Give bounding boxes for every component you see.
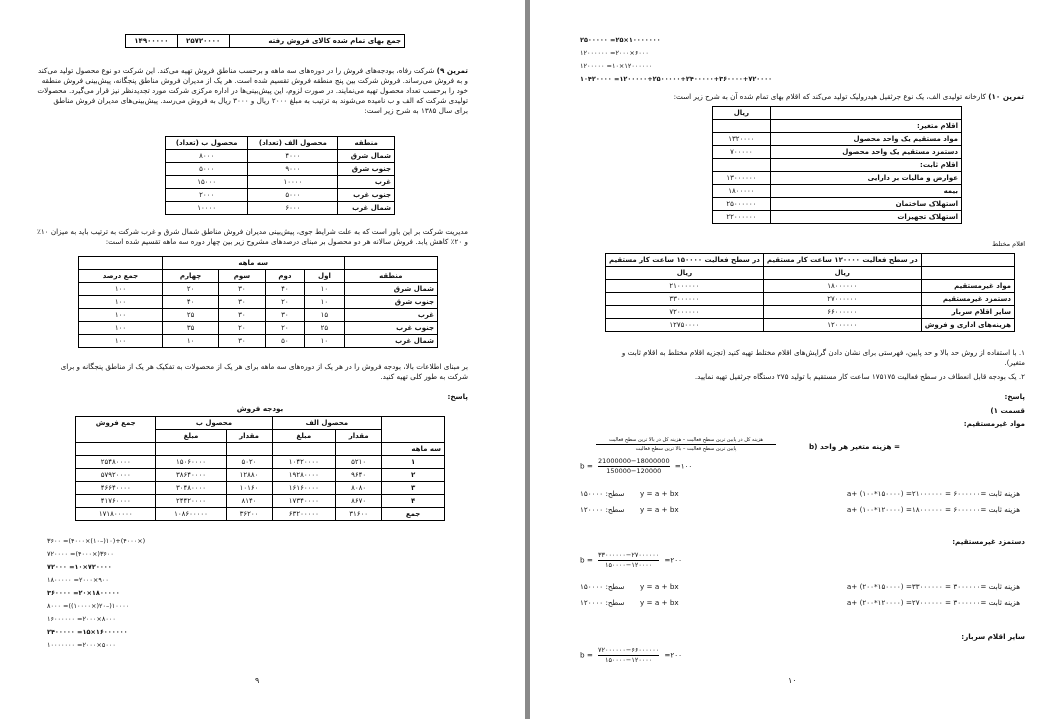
region-cell: شمال شرق: [344, 283, 437, 296]
table-row: [166, 202, 395, 215]
region-cell: شمال شرق: [338, 150, 395, 163]
item-cell: سایر اقلام سربار: [921, 306, 1014, 319]
b-formula-2: b = ۳۳۰۰۰۰۰۰−۲۷۰۰۰۰۰۰ ۱۵۰۰۰۰−۱۲۰۰۰۰ =۲۰۰: [580, 551, 682, 569]
pct-cell: ۳۵: [162, 322, 218, 335]
pct-cell: ۵۰: [265, 335, 305, 348]
calc-line: ۱۲۰۰۰۰۰ =۱۰×۱۲۰۰۰۰۰۰: [580, 62, 653, 70]
blank-cell: [76, 443, 156, 456]
table-row: [76, 508, 445, 521]
table-row: [606, 319, 1015, 332]
currency-header: ریال: [763, 267, 921, 280]
value-cell: ۱۷۳۴۰۰۰۰: [272, 495, 336, 508]
table-row: [713, 146, 962, 159]
table-row: [79, 296, 438, 309]
value-cell: ۶۶۰۰۰۰۰۰: [763, 306, 921, 319]
budget-title: بودجه فروش: [236, 404, 284, 413]
quarter-pct-table: [78, 256, 438, 348]
exercise9-line: خود را برحسب تعداد محصول تهیه می‌نمایند. در صورت لزوم، این پیش‌بینی‌ها در اداره مرکزی شرکت مورد تجدیدنظر نیز قرار می‌گیرد. محصولات: [37, 86, 468, 95]
value-cell: ۳۶۲۰۰: [226, 508, 272, 521]
para2-line: مدیریت شرکت بر این باور است که به علت شرایط جوی، پیش‌بینی مدیران فروش مناطق شمال شرق و غرب شرکت به ترتیب باید به میزان ۱۰٪: [36, 227, 468, 236]
value-cell: ۵۰۲۰: [226, 456, 272, 469]
blank-cell: [272, 443, 336, 456]
exercise10-text: [610, 92, 1024, 102]
equation: y = a + bx: [640, 505, 679, 514]
calc-line: ۲۵۰۰۰۰۰ =۲۵×۱۰۰۰۰۰۰۰: [580, 36, 661, 44]
cogs-value-1: ۲۵۷۲۰۰۰۰: [177, 35, 229, 48]
table-row: [166, 189, 395, 202]
qty-header: مقدار: [226, 430, 272, 443]
pct-header: دوم: [265, 270, 305, 283]
cogs-value-2: ۱۴۹۰۰۰۰۰: [126, 35, 178, 48]
item-cell: عوارض و مالیات بر دارایی: [770, 172, 961, 185]
pct-cell: ۱۵: [305, 309, 344, 322]
blank-cell: [344, 257, 437, 270]
currency-header: ریال: [713, 107, 771, 120]
calc-line: ۱۰۰۰۰۰۰۰ =۲۰۰۰×۵۰۰۰: [47, 641, 116, 649]
calc-line: ۱۰۴۲۰۰۰۰ =۱۲۰۰۰۰۰+۲۵۰۰۰۰۰+۲۴۰۰۰۰۰+۳۶۰۰۰۰+۷۲۰۰۰۰: [580, 75, 773, 83]
pct-cell: ۳۰: [219, 296, 265, 309]
value-cell: ۱۷۱۸۰۰۰۰۰: [76, 508, 156, 521]
table-row: [76, 495, 445, 508]
blank-cell: [921, 254, 1014, 267]
forecast-header: محصول ب (تعداد): [166, 137, 248, 150]
variable-cost-fraction: [596, 436, 776, 453]
table-row: [713, 198, 962, 211]
region-cell: جنوب شرق: [338, 163, 395, 176]
value-cell: ۸۰۰۰: [166, 150, 248, 163]
value-cell: ۱۵۰۶۰۰۰۰: [156, 456, 226, 469]
table-row: [79, 335, 438, 348]
blank-cell: [713, 159, 771, 172]
im-fixed-2: هزینه ثابت =۶۰۰۰۰۰۰ = a+ (۱۰۰*۱۲۰۰۰۰) =۱۸۰۰۰۰۰۰: [846, 505, 1020, 514]
value-cell: ۱۸۰۰۰۰۰: [713, 185, 771, 198]
question-1-cont: متغیر).: [1004, 358, 1025, 367]
value-cell: ۵۷۹۲۰۰۰۰: [76, 469, 156, 482]
region-cell: شمال غرب: [338, 202, 395, 215]
pct-cell: ۲۰: [219, 322, 265, 335]
iw-equations: [580, 582, 1020, 614]
value-cell: ۴۰۰۰: [248, 150, 338, 163]
pct-cell: ۱۰: [305, 283, 344, 296]
level-120: ۱۲۰۰۰۰ :سطح: [580, 598, 625, 607]
b2-result: =۲۰۰: [664, 555, 682, 565]
blank-cell: [382, 430, 445, 443]
value-cell: ۲۰۰۰: [166, 189, 248, 202]
region-cell: غرب: [344, 309, 437, 322]
total-cell: جمع: [382, 508, 445, 521]
pct-header: چهارم: [162, 270, 218, 283]
calc-line: ۲۴۰۰۰۰۰ =۱۵×۱۶۰۰۰۰۰۰: [47, 628, 128, 636]
exercise9-line: برای سال ۱۳۸۵ به شرح زیر است:: [364, 106, 468, 115]
calc-line: ۷۲۰۰۰ =۱۰×۷۲۰۰۰۰: [47, 563, 112, 571]
b3-denominator: ۱۵۰۰۰۰−۱۲۰۰۰۰: [604, 656, 653, 664]
value-cell: ۳۱۶۰۰: [336, 508, 382, 521]
pct-header: اول: [305, 270, 344, 283]
level-120: ۱۲۰۰۰۰ :سطح: [580, 505, 625, 514]
item-cell: دستمزد مستقیم یک واحد محصول: [770, 146, 961, 159]
table-row: [713, 133, 962, 146]
quarter-cell: ۲: [382, 469, 445, 482]
variable-cost-label: = هزینه متغیر هر واحد (b: [809, 442, 900, 451]
question-block: [585, 348, 1025, 382]
right-calc-top: [580, 36, 880, 88]
question-2: ۲. یک بودجه قابل انعطاف در سطح فعالیت ۱۷۵۱۷۵ ساعت کار مستقیم با تولید ۲۷۵ دستگاه جرثقیل تهیه نمایید.: [694, 372, 1025, 381]
product-b-header: محصول ب: [156, 417, 272, 430]
table-row: [713, 211, 962, 224]
value-cell: ۱۰۰۰۰: [166, 202, 248, 215]
value-cell: ۲۷۰۰۰۰۰۰: [763, 293, 921, 306]
cogs-label: جمع بهای تمام شده کالای فروش رفته: [229, 35, 404, 48]
pct-cell: ۱۰۰: [79, 283, 163, 296]
amount-header: مبلغ: [272, 430, 336, 443]
part1-label: قسمت ۱): [990, 406, 1025, 415]
value-cell: ۴۶۶۴۰۰۰۰: [76, 482, 156, 495]
table-row: [166, 176, 395, 189]
para2-line: و ۲۰٪ کاهش یابد. فروش سالانه هر دو محصول بر مبنای درصدهای مشروح زیر بین چهار دوره سه ماهه تقسیم شده است:: [105, 237, 468, 246]
value-cell: ۵۲۱۰: [336, 456, 382, 469]
sales-budget-table: [75, 416, 445, 521]
exercise10-title: تمرین ۱۰): [988, 92, 1024, 101]
item-cell: استهلاک ساختمان: [770, 198, 961, 211]
exercise9-line: تولیدی شرکت که الف و ب نامیده می‌شوند به ترتیب به مبلغ ۲۰۰۰ ریال و ۳۰۰۰ ریال به فروش می‌رسد. پیش‌بینی‌های مدیران فروش مناطق: [53, 96, 468, 105]
quarter-cell: ۱: [382, 456, 445, 469]
question-1: ۱. با استفاده از روش حد بالا و حد پایین، فهرستی برای نشان دادن گرایش‌های اقلام مختلط تهیه کنید (تجزیه اقلام مختلط به اقلام ثابت و: [621, 348, 1025, 357]
level-150: ۱۵۰۰۰۰ :سطح: [580, 582, 625, 591]
page-number-left: ۹: [255, 676, 260, 685]
indirect-wages-label: دستمزد غیرمستقیم:: [952, 537, 1025, 546]
value-cell: ۵۰۰۰: [248, 189, 338, 202]
quarter-label: سه ماهه: [382, 443, 445, 456]
amount-header: مبلغ: [156, 430, 226, 443]
pct-cell: ۳۰: [219, 283, 265, 296]
value-cell: ۲۵۴۸۰۰۰۰: [76, 456, 156, 469]
value-cell: ۱۶۱۶۰۰۰۰: [272, 482, 336, 495]
table-row: [76, 469, 445, 482]
calc-line: ۱۸۰۰۰۰۰ =۲۰۰۰×۹۰۰: [47, 576, 109, 584]
item-cell: استهلاک تجهیزات: [770, 211, 961, 224]
value-cell: ۳۰۴۸۰۰۰۰: [156, 482, 226, 495]
mixed-items-table: [605, 253, 1015, 332]
exercise9-line: و به فروش می‌رساند. فروش شرکت بین پنج منطقه فروش تقسیم شده است. هر یک از مدیران فروش مناطق پنجگانه، پیش‌بینی فروش منطقه: [41, 76, 468, 85]
indirect-materials-label: مواد غیرمستقیم:: [963, 419, 1025, 428]
value-cell: ۸۱۴۰: [226, 495, 272, 508]
calc-line: ۳۶۰۰ =(۴۰۰۰×(۱۰–)۱۰)+(۴۰۰۰×): [47, 537, 146, 545]
b3-result: =۲۰۰: [664, 650, 682, 660]
pct-cell: ۲۵: [162, 309, 218, 322]
pct-cell: ۴۰: [265, 283, 305, 296]
value-cell: ۸۰۸۰: [336, 482, 382, 495]
pct-cell: ۲۰: [265, 296, 305, 309]
im-equations: [580, 489, 1020, 521]
b-formula-3: b = ۷۲۰۰۰۰۰۰−۶۶۰۰۰۰۰۰ ۱۵۰۰۰۰−۱۲۰۰۰۰ =۲۰۰: [580, 646, 682, 664]
table-row: [713, 185, 962, 198]
iw-fixed-2: هزینه ثابت =۳۰۰۰۰۰۰ = a+ (۲۰۰*۱۲۰۰۰۰) =۲۷۰۰۰۰۰۰: [846, 598, 1020, 607]
value-cell: ۱۵۰۰۰: [166, 176, 248, 189]
pct-cell: ۱۰: [305, 296, 344, 309]
table-row: [76, 482, 445, 495]
total-sales-header: جمع فروش: [76, 417, 156, 430]
b2-numerator: ۳۳۰۰۰۰۰۰−۲۷۰۰۰۰۰۰: [597, 551, 660, 559]
mixed-items-label: اقلام مختلط: [992, 240, 1025, 248]
answer-label-right: پاسخ:: [1004, 392, 1025, 401]
blank-cell: [382, 417, 445, 430]
table-row: [76, 456, 445, 469]
cogs-summary-table: [125, 34, 405, 48]
value-cell: ۹۰۰۰: [248, 163, 338, 176]
value-cell: ۹۶۴۰: [336, 469, 382, 482]
table-row: [606, 280, 1015, 293]
pct-header: منطقه: [344, 270, 437, 283]
exercise9-text: [37, 66, 468, 116]
b1-result: =۱۰۰: [674, 461, 693, 471]
b-formula-1: b = $\frac{21000000-18000000}{150000-120000}$ =۱۰۰: [580, 457, 693, 475]
calc-line: ۱۶۰۰۰۰۰۰ =۲۰۰۰×۸۰۰۰: [47, 615, 116, 623]
exercise10-body: کارخانه تولیدی الف، یک نوع جرثقیل هیدرولیک تولید می‌کند که اقلام بهای تمام شده آن به شرح زیر است:: [673, 92, 986, 101]
table-row: [606, 306, 1015, 319]
value-cell: ۱۰۱۶۰: [226, 482, 272, 495]
b3-numerator: ۷۲۰۰۰۰۰۰−۶۶۰۰۰۰۰۰: [597, 646, 660, 654]
other-overhead-label: سایر اقلام سربار:: [961, 632, 1025, 641]
item-cell: مواد غیرمستقیم: [921, 280, 1014, 293]
value-cell: ۶۳۲۰۰۰۰۰: [272, 508, 336, 521]
pct-group-header: سه ماهه: [162, 257, 344, 270]
pct-cell: ۱۰۰: [79, 335, 163, 348]
region-cell: جنوب غرب: [338, 189, 395, 202]
region-cell: جنوب شرق: [344, 296, 437, 309]
product-a-header: محصول الف: [272, 417, 382, 430]
calc-line: ۷۲۰۰۰۰ =(۴۰۰۰×)۳۶۰۰: [47, 550, 114, 558]
value-cell: ۱۳۲۰۰۰۰: [713, 133, 771, 146]
pct-cell: ۱۰: [305, 335, 344, 348]
pct-cell: ۲۰: [265, 322, 305, 335]
region-cell: جنوب غرب: [344, 322, 437, 335]
pct-cell: ۱۰۰: [79, 309, 163, 322]
value-cell: ۲۵۰۰۰۰۰۰: [713, 198, 771, 211]
blank-cell: [713, 120, 771, 133]
pct-header: جمع درصد: [79, 270, 163, 283]
value-cell: ۲۲۰۰۰۰۰۰: [713, 211, 771, 224]
value-cell: ۲۱۰۰۰۰۰۰: [606, 280, 764, 293]
value-cell: ۱۳۰۰۰۰۰۰: [713, 172, 771, 185]
value-cell: ۱۰۰۰۰: [248, 176, 338, 189]
pct-cell: ۱۰۰: [79, 322, 163, 335]
exercise9-title: تمرین ۹): [436, 66, 468, 75]
value-cell: ۱۲۷۵۰۰۰۰: [606, 319, 764, 332]
currency-header: ریال: [606, 267, 764, 280]
left-calc-block: [47, 537, 247, 654]
variable-header: اقلام متغیر:: [770, 120, 961, 133]
pct-cell: ۲۰: [162, 283, 218, 296]
blank-cell: [770, 107, 961, 120]
iw-fixed-1: هزینه ثابت =۳۰۰۰۰۰۰ = a+ (۲۰۰*۱۵۰۰۰۰) =۳۳۰۰۰۰۰۰: [846, 582, 1020, 591]
item-cell: هزینه‌های اداری و فروش: [921, 319, 1014, 332]
quarter-cell: ۴: [382, 495, 445, 508]
value-cell: ۷۰۰۰۰۰: [713, 146, 771, 159]
value-cell: ۴۱۷۶۰۰۰۰: [76, 495, 156, 508]
pct-header: سوم: [219, 270, 265, 283]
level-150-header: در سطح فعالیت ۱۵۰۰۰۰ ساعت کار مستقیم: [606, 254, 764, 267]
para3: [60, 362, 468, 382]
fraction-numerator: هزینه کل در پایین ترین سطح فعالیت – هزینه کل در بالا ترین سطح فعالیت: [596, 436, 776, 445]
forecast-header: منطقه: [338, 137, 395, 150]
value-cell: ۱۲۸۸۰: [226, 469, 272, 482]
quarter-cell: ۳: [382, 482, 445, 495]
qty-header: مقدار: [336, 430, 382, 443]
fixed-header: اقلام ثابت:: [770, 159, 961, 172]
value-cell: ۳۳۰۰۰۰۰۰: [606, 293, 764, 306]
forecast-header: محصول الف (تعداد): [248, 137, 338, 150]
equation: y = a + bx: [640, 489, 679, 498]
blank-cell: [79, 257, 163, 270]
table-row: [166, 163, 395, 176]
table-row: [79, 309, 438, 322]
pct-cell: ۲۵: [305, 322, 344, 335]
pct-cell: ۴۰: [162, 296, 218, 309]
pct-cell: ۳۰: [219, 309, 265, 322]
pct-cell: ۱۰: [162, 335, 218, 348]
calc-line: ۳۶۰۰۰۰ =۲۰×۱۸۰۰۰۰۰: [47, 589, 120, 597]
table-row: [79, 322, 438, 335]
table-row: [606, 293, 1015, 306]
value-cell: ۵۰۰۰: [166, 163, 248, 176]
im-fixed-1: هزینه ثابت =۶۰۰۰۰۰۰ = a+ (۱۰۰*۱۵۰۰۰۰) =۲۱۰۰۰۰۰۰: [846, 489, 1020, 498]
exercise9-line: شرکت رفاه، بودجه‌های فروش را در دوره‌های سه ماهه و برحسب مناطق فروش تهیه می‌کند. این شرکت دو نوع محصول تولید می‌کند: [37, 66, 435, 75]
region-cell: غرب: [338, 176, 395, 189]
para2: [36, 227, 468, 247]
calc-line: ۸۰۰۰ =((۱۰۰۰۰×)۲۰–)۱۰۰۰۰: [47, 602, 130, 610]
pct-cell: ۳۰: [265, 309, 305, 322]
b1-numerator: 21000000−18000000: [597, 457, 670, 465]
blank-cell: [336, 443, 382, 456]
blank-cell: [921, 267, 1014, 280]
right-page: [530, 0, 1055, 719]
calc-line: ۱۲۰۰۰۰۰۰ =۲۰۰۰×۶۰۰۰: [580, 49, 649, 57]
table-row: [713, 172, 962, 185]
value-cell: ۶۰۰۰: [248, 202, 338, 215]
value-cell: ۱۲۰۰۰۰۰۰: [763, 319, 921, 332]
forecast-table: [165, 136, 395, 215]
cost-items-table: [712, 106, 962, 224]
value-cell: ۱۹۲۸۰۰۰۰: [272, 469, 336, 482]
level-150: ۱۵۰۰۰۰ :سطح: [580, 489, 625, 498]
value-cell: ۱۰۴۲۰۰۰۰: [272, 456, 336, 469]
left-page: [0, 0, 525, 719]
b1-denominator: 150000−120000: [606, 467, 662, 475]
blank-cell: [156, 443, 226, 456]
blank-cell: [226, 443, 272, 456]
region-cell: شمال غرب: [344, 335, 437, 348]
equation: y = a + bx: [640, 598, 679, 607]
value-cell: ۱۰۸۶۰۰۰۰۰: [156, 508, 226, 521]
level-120-header: در سطح فعالیت ۱۲۰۰۰۰ ساعت کار مستقیم: [763, 254, 921, 267]
blank-cell: [76, 430, 156, 443]
answer-label: پاسخ:: [447, 392, 468, 401]
value-cell: ۱۸۰۰۰۰۰۰: [763, 280, 921, 293]
item-cell: بیمه: [770, 185, 961, 198]
b2-denominator: ۱۵۰۰۰۰−۱۲۰۰۰۰: [604, 561, 653, 569]
item-cell: مواد مستقیم یک واحد محصول: [770, 133, 961, 146]
value-cell: ۳۸۶۴۰۰۰۰: [156, 469, 226, 482]
item-cell: دستمزد غیرمستقیم: [921, 293, 1014, 306]
value-cell: ۷۲۰۰۰۰۰۰: [606, 306, 764, 319]
table-row: [166, 150, 395, 163]
equation: y = a + bx: [640, 582, 679, 591]
value-cell: ۸۶۷۰: [336, 495, 382, 508]
para3-line: شرکت به طور کلی تهیه کنید.: [380, 372, 468, 381]
page-number-right: ۱۰: [788, 676, 797, 685]
pct-cell: ۱۰۰: [79, 296, 163, 309]
para3-line: بر مبنای اطلاعات بالا، بودجه فروش را در هر یک از دوره‌های سه ماهه برای هر یک از محصولات به تفکیک هر یک از مناطق پنجگانه و برای: [60, 362, 468, 371]
table-row: [79, 283, 438, 296]
pct-cell: ۳۰: [219, 335, 265, 348]
value-cell: ۲۴۴۲۰۰۰۰: [156, 495, 226, 508]
fraction-denominator: پایین ترین سطح فعالیت – بالا ترین سطح فعالیت: [635, 446, 737, 452]
